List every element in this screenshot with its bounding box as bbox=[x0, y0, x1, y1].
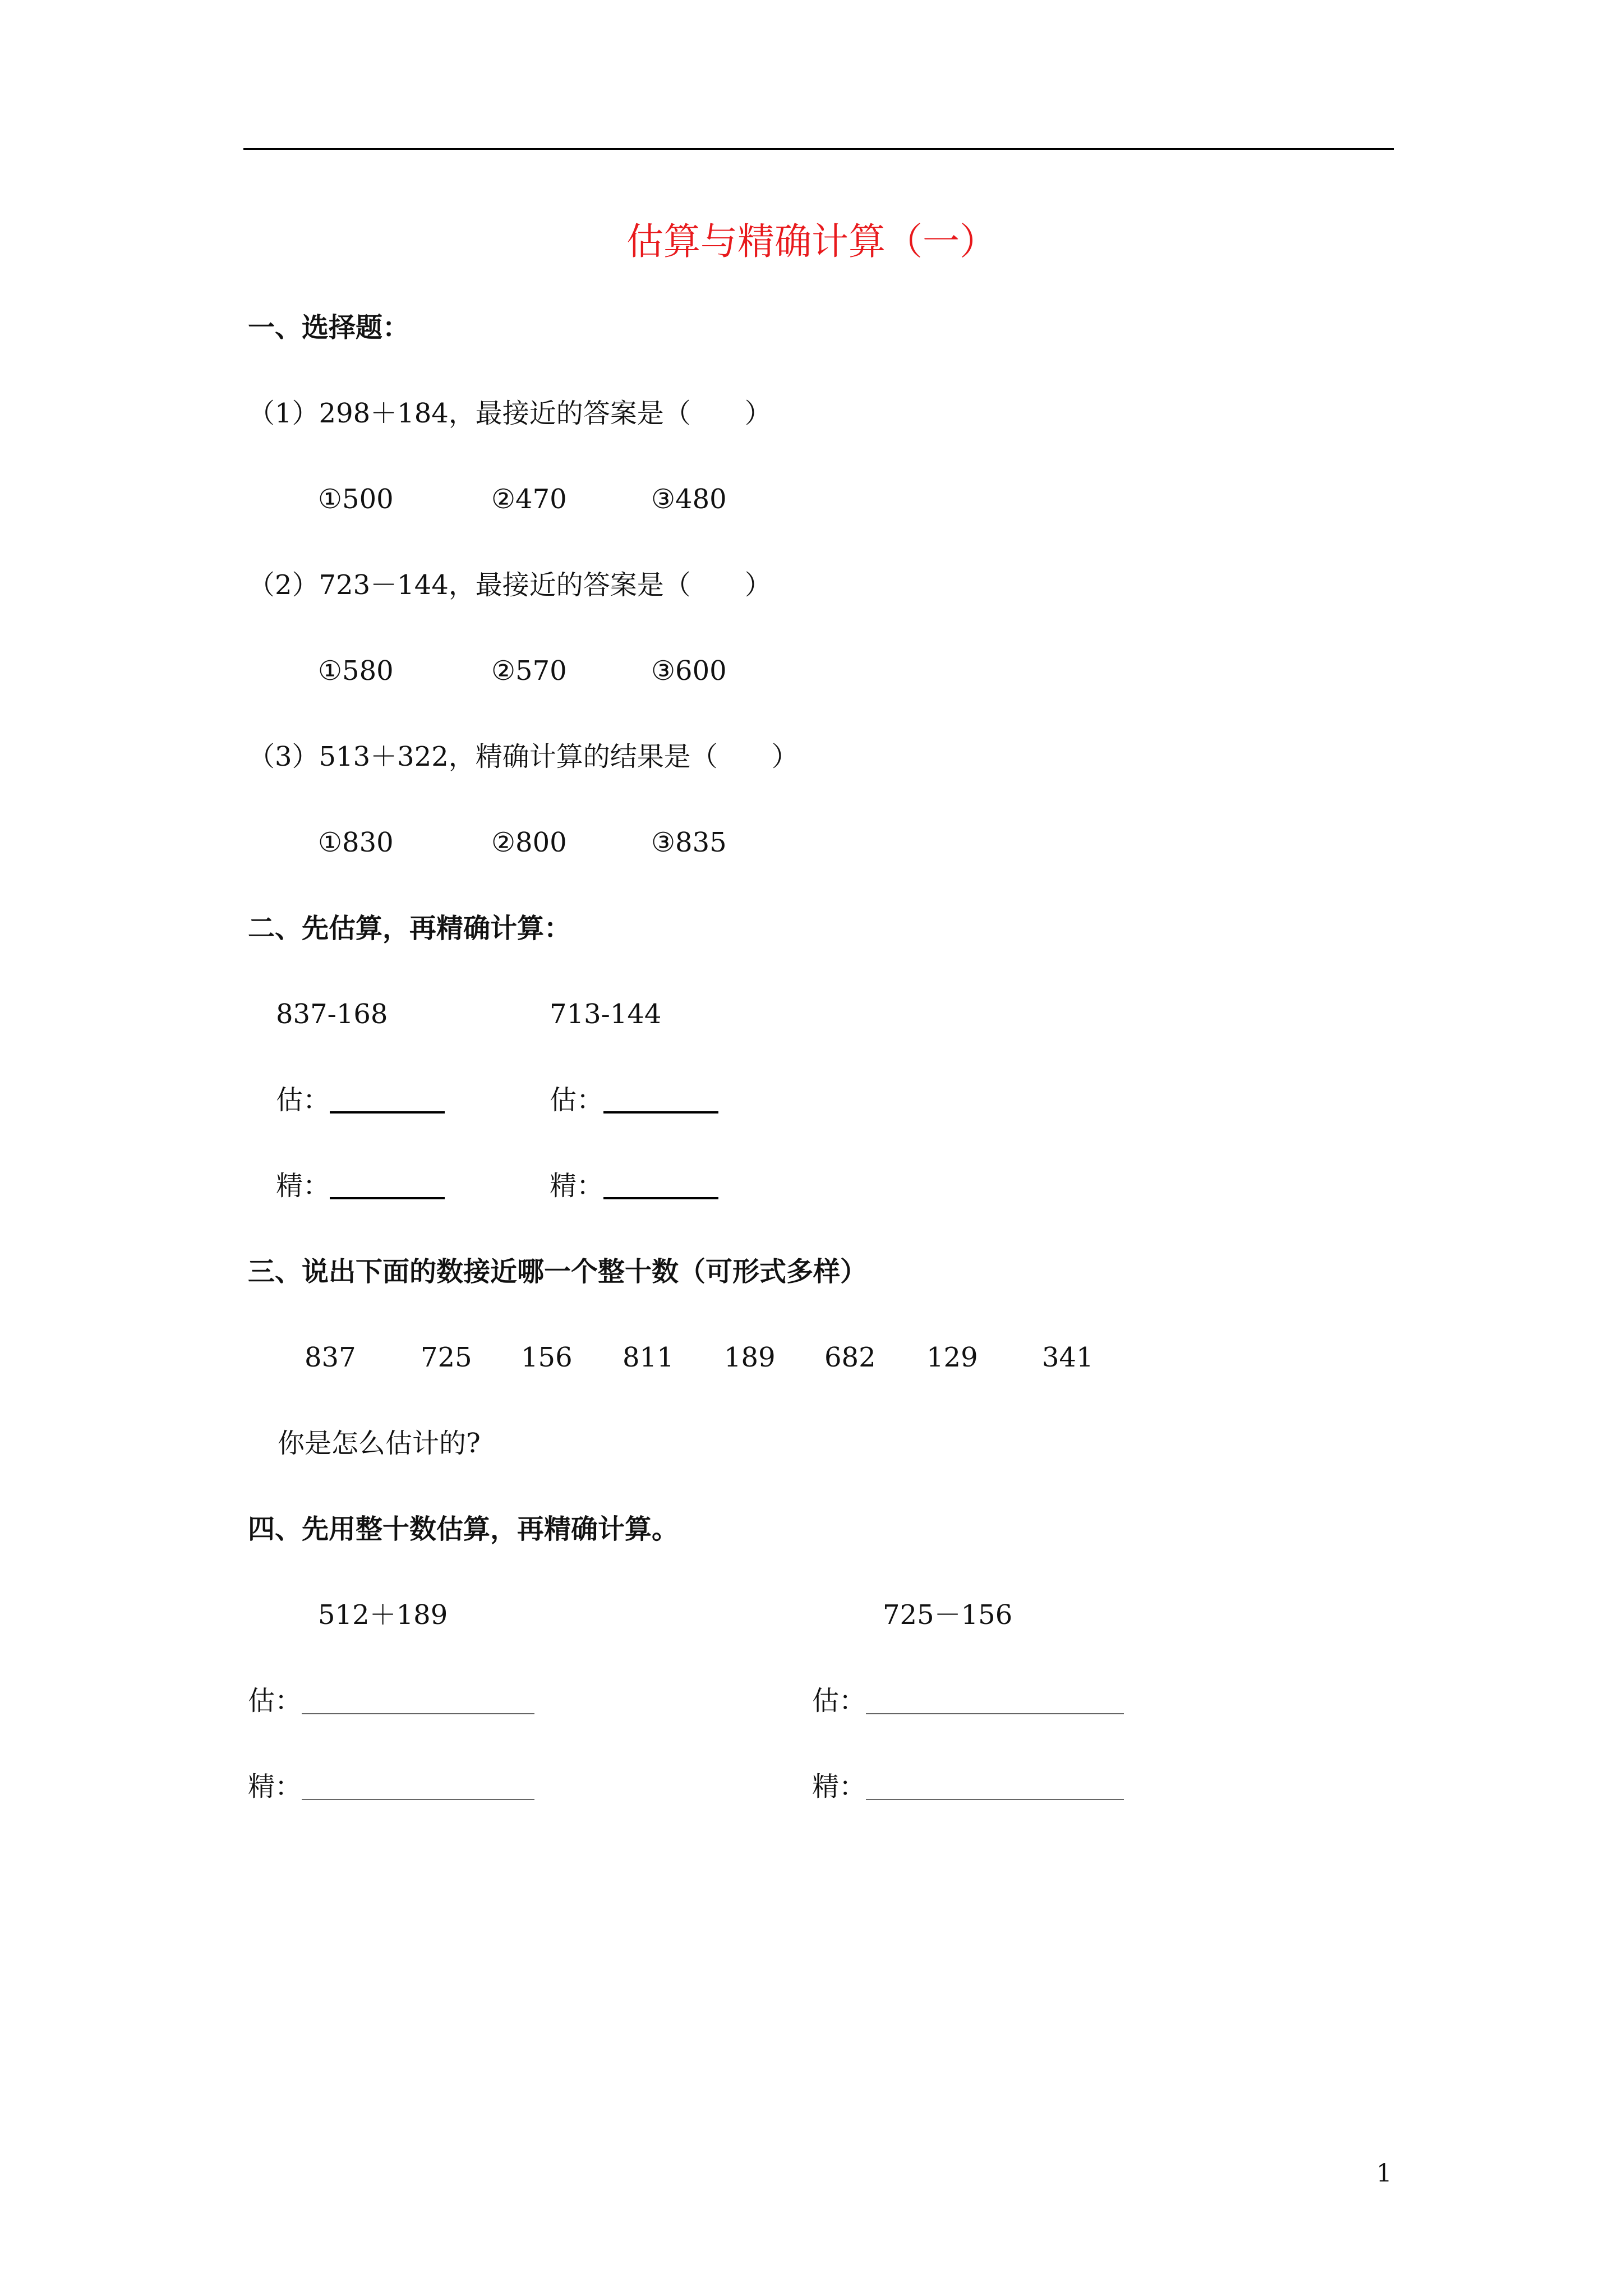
s2-estimate-row-1 bbox=[276, 1084, 445, 1116]
question-1: （1）298＋184，最接近的答案是（ ） bbox=[248, 398, 772, 429]
question-3: （3）513＋322，精确计算的结果是（ ） bbox=[248, 741, 799, 772]
s2-problem-2: 713-144 bbox=[550, 999, 662, 1030]
section3-heading: 三、说出下面的数接近哪一个整十数（可形式多样） bbox=[248, 1256, 868, 1287]
estimate-label: 估： bbox=[248, 1685, 302, 1717]
answer-blank[interactable] bbox=[866, 1777, 1124, 1800]
s2-exact-row-1 bbox=[276, 1170, 445, 1202]
answer-blank[interactable] bbox=[603, 1089, 718, 1114]
s3-number: 725 bbox=[421, 1342, 472, 1373]
q2-option-1: ①580 bbox=[318, 655, 394, 687]
header-rule bbox=[243, 148, 1394, 150]
s4-estimate-row-1 bbox=[248, 1685, 534, 1717]
q1-option-2: ②470 bbox=[491, 484, 567, 515]
section2-heading: 二、先估算，再精确计算： bbox=[248, 913, 571, 944]
answer-blank[interactable] bbox=[330, 1175, 445, 1199]
q3-option-2: ②800 bbox=[491, 827, 567, 858]
exact-label: 精： bbox=[276, 1170, 330, 1202]
section1-heading: 一、选择题： bbox=[248, 312, 410, 343]
answer-blank[interactable] bbox=[866, 1691, 1124, 1714]
s3-question: 你是怎么估计的? bbox=[278, 1428, 481, 1459]
q2-option-3: ③600 bbox=[651, 655, 727, 687]
estimate-label: 估： bbox=[550, 1084, 604, 1116]
exact-label: 精： bbox=[248, 1771, 302, 1802]
s3-number: 341 bbox=[1042, 1342, 1094, 1373]
s4-problem-1: 512＋189 bbox=[318, 1599, 448, 1631]
q1-option-3: ③480 bbox=[651, 484, 727, 515]
s3-number: 811 bbox=[623, 1342, 674, 1373]
q3-option-1: ①830 bbox=[318, 827, 394, 858]
q3-option-3: ③835 bbox=[651, 827, 727, 858]
s3-number: 189 bbox=[724, 1342, 776, 1373]
answer-blank[interactable] bbox=[603, 1175, 718, 1199]
s2-exact-row-2 bbox=[550, 1170, 718, 1202]
s3-number: 682 bbox=[824, 1342, 876, 1373]
answer-blank[interactable] bbox=[302, 1777, 534, 1800]
estimate-label: 估： bbox=[276, 1084, 330, 1116]
s4-exact-row-1 bbox=[248, 1773, 534, 1800]
s3-number: 837 bbox=[305, 1342, 356, 1373]
s4-exact-row-2 bbox=[812, 1773, 1124, 1800]
q2-option-2: ②570 bbox=[491, 655, 567, 687]
question-2: （2）723－144，最接近的答案是（ ） bbox=[248, 569, 772, 601]
s4-problem-2: 725－156 bbox=[883, 1599, 1013, 1631]
s2-estimate-row-2 bbox=[550, 1084, 718, 1116]
answer-blank[interactable] bbox=[302, 1691, 534, 1714]
answer-blank[interactable] bbox=[330, 1089, 445, 1114]
s3-number: 129 bbox=[926, 1342, 978, 1373]
estimate-label: 估： bbox=[812, 1685, 866, 1717]
page-title: 估算与精确计算（一） bbox=[626, 220, 997, 263]
exact-label: 精： bbox=[550, 1170, 604, 1202]
page-number: 1 bbox=[1376, 2159, 1392, 2188]
s4-estimate-row-2 bbox=[812, 1685, 1124, 1717]
s2-problem-1: 837-168 bbox=[276, 999, 388, 1030]
q1-option-1: ①500 bbox=[318, 484, 394, 515]
section4-heading: 四、先用整十数估算，再精确计算。 bbox=[248, 1513, 679, 1545]
s3-number: 156 bbox=[521, 1342, 573, 1373]
exact-label: 精： bbox=[812, 1771, 866, 1802]
